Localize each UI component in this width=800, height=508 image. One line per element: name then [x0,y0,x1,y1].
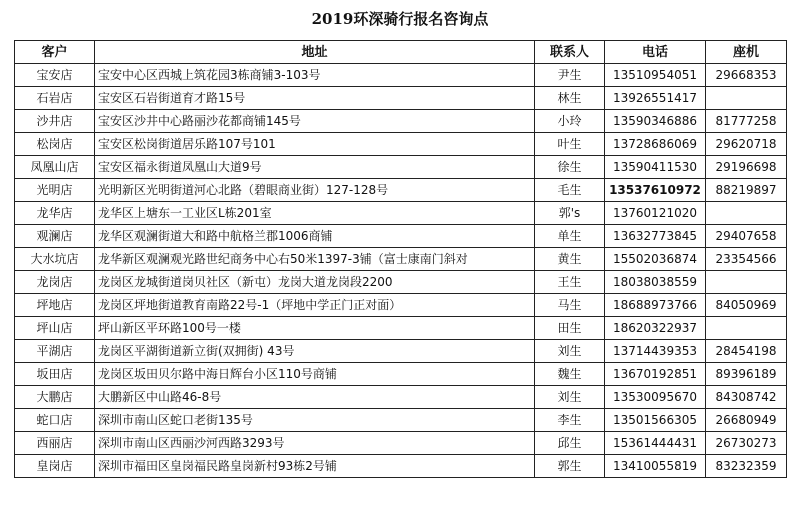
phone-number: 13410055819 [605,455,706,478]
store-address: 宝安中心区西城上筑花园3栋商铺3-103号 [95,64,535,87]
store-address: 深圳市南山区西丽沙河西路3293号 [95,432,535,455]
landline-number: 29668353 [706,64,787,87]
contact-name: 马生 [535,294,605,317]
store-name: 大水坑店 [15,248,95,271]
contact-name: 黄生 [535,248,605,271]
landline-number [706,87,787,110]
phone-number: 13926551417 [605,87,706,110]
landline-number: 29407658 [706,225,787,248]
table-row [15,133,787,156]
header-address: 地址 [95,41,535,64]
store-name: 宝安店 [15,64,95,87]
store-address: 宝安区沙井中心路丽沙花都商铺145号 [95,110,535,133]
landline-number [706,317,787,340]
contact-name: 李生 [535,409,605,432]
store-name: 蛇口店 [15,409,95,432]
store-name: 观澜店 [15,225,95,248]
store-address: 坪山新区平环路100号一楼 [95,317,535,340]
phone-number: 13632773845 [605,225,706,248]
landline-number: 88219897 [706,179,787,202]
header-phone: 电话 [605,41,706,64]
contact-name: 单生 [535,225,605,248]
store-address: 龙岗区龙城街道岗贝社区（新屯）龙岗大道龙岗段2200 [95,271,535,294]
table-row [15,225,787,248]
store-name: 坪地店 [15,294,95,317]
store-address: 光明新区光明街道河心北路（碧眼商业街）127-128号 [95,179,535,202]
landline-number: 89396189 [706,363,787,386]
phone-number: 13728686069 [605,133,706,156]
store-address: 龙华区观澜街道大和路中航格兰郡1006商铺 [95,225,535,248]
phone-number: 15361444431 [605,432,706,455]
landline-number [706,271,787,294]
phone-number: 13714439353 [605,340,706,363]
contact-name: 王生 [535,271,605,294]
phone-number: 13760121020 [605,202,706,225]
store-name: 大鹏店 [15,386,95,409]
store-name: 坪山店 [15,317,95,340]
table-row [15,386,787,409]
table-row [15,340,787,363]
contact-name: 郭生 [535,455,605,478]
landline-number: 26680949 [706,409,787,432]
contact-name: 田生 [535,317,605,340]
store-name: 龙华店 [15,202,95,225]
phone-number: 13590411530 [605,156,706,179]
store-address: 宝安区石岩街道育才路15号 [95,87,535,110]
table-row [15,317,787,340]
phone-number: 15502036874 [605,248,706,271]
contact-name: 小玲 [535,110,605,133]
phone-number: 13590346886 [605,110,706,133]
phone-number: 13670192851 [605,363,706,386]
table-row [15,363,787,386]
table-row [15,87,787,110]
table-row [15,432,787,455]
contact-name: 徐生 [535,156,605,179]
store-name: 松岗店 [15,133,95,156]
store-address: 宝安区松岗街道居乐路107号101 [95,133,535,156]
store-address: 龙华区上塘东一工业区L栋201室 [95,202,535,225]
contact-name: 刘生 [535,386,605,409]
contact-name: 魏生 [535,363,605,386]
table-row [15,409,787,432]
store-address: 龙岗区坂田贝尔路中海日辉台小区110号商铺 [95,363,535,386]
page-title: 2019环深骑行报名咨询点 [311,10,489,28]
store-name: 沙井店 [15,110,95,133]
landline-number: 81777258 [706,110,787,133]
store-table [14,40,787,478]
phone-number: 18688973766 [605,294,706,317]
table-row [15,156,787,179]
phone-number: 13530095670 [605,386,706,409]
table-row [15,202,787,225]
store-address: 龙岗区平湖街道新立街(双拥街) 43号 [95,340,535,363]
landline-number: 23354566 [706,248,787,271]
landline-number: 28454198 [706,340,787,363]
contact-name: 邱生 [535,432,605,455]
store-name: 龙岗店 [15,271,95,294]
contact-name: 林生 [535,87,605,110]
landline-number: 29196698 [706,156,787,179]
contact-name: 郭's [535,202,605,225]
phone-number: 18038038559 [605,271,706,294]
store-name: 坂田店 [15,363,95,386]
table-row [15,294,787,317]
phone-number: 13537610972 [605,179,706,202]
landline-number [706,202,787,225]
store-name: 西丽店 [15,432,95,455]
table-row [15,64,787,87]
store-name: 凤凰山店 [15,156,95,179]
contact-name: 叶生 [535,133,605,156]
store-address: 龙华新区观澜观光路世纪商务中心右50米1397-3铺（富士康南门斜对 [95,248,535,271]
header-landline: 座机 [706,41,787,64]
landline-number: 26730273 [706,432,787,455]
landline-number: 84050969 [706,294,787,317]
table-header-row [15,41,787,64]
store-name: 石岩店 [15,87,95,110]
store-address: 大鹏新区中山路46-8号 [95,386,535,409]
header-store: 客户 [15,41,95,64]
phone-number: 13501566305 [605,409,706,432]
store-address: 龙岗区坪地街道教育南路22号-1（坪地中学正门正对面） [95,294,535,317]
store-address: 深圳市福田区皇岗福民路皇岗新村93栋2号铺 [95,455,535,478]
contact-name: 尹生 [535,64,605,87]
store-address: 深圳市南山区蛇口老街135号 [95,409,535,432]
store-name: 光明店 [15,179,95,202]
table-row [15,179,787,202]
table-row [15,248,787,271]
store-name: 皇岗店 [15,455,95,478]
store-name: 平湖店 [15,340,95,363]
landline-number: 84308742 [706,386,787,409]
table-row [15,455,787,478]
contact-name: 刘生 [535,340,605,363]
landline-number: 83232359 [706,455,787,478]
phone-number: 18620322937 [605,317,706,340]
contact-name: 毛生 [535,179,605,202]
landline-number: 29620718 [706,133,787,156]
header-contact: 联系人 [535,41,605,64]
phone-number: 13510954051 [605,64,706,87]
table-row [15,271,787,294]
table-row [15,110,787,133]
store-address: 宝安区福永街道凤凰山大道9号 [95,156,535,179]
